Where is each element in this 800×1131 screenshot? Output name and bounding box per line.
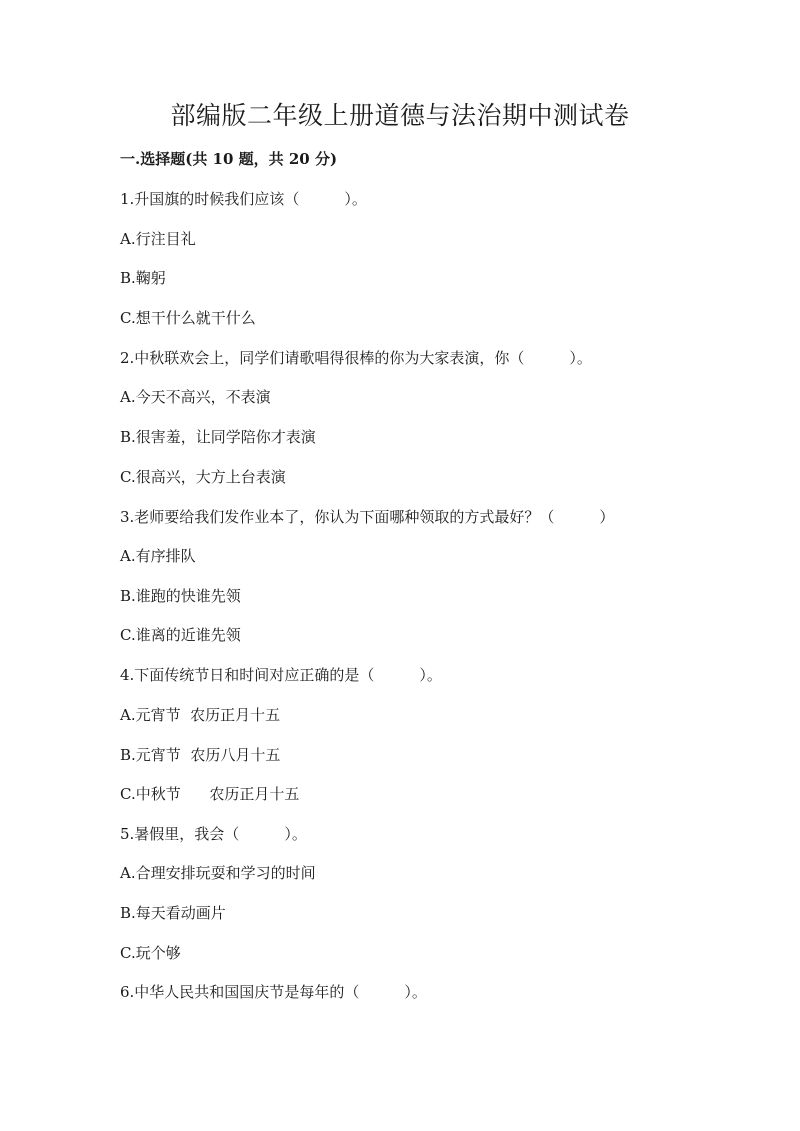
question-4-option-b: B.元宵节 农历八月十五 bbox=[120, 746, 281, 764]
question-6-stem: 6.中华人民共和国国庆节是每年的（ ）。 bbox=[120, 983, 427, 1001]
question-2-option-a: A.今天不高兴，不表演 bbox=[120, 388, 271, 406]
question-2-stem: 2.中秋联欢会上，同学们请歌唱得很棒的你为大家表演，你（ ）。 bbox=[120, 349, 592, 367]
question-5-option-a: A.合理安排玩耍和学习的时间 bbox=[120, 864, 316, 882]
question-1-option-b: B.鞠躬 bbox=[120, 269, 166, 287]
question-4-option-a: A.元宵节 农历正月十五 bbox=[120, 706, 281, 724]
question-3-option-b: B.谁跑的快谁先领 bbox=[120, 587, 241, 605]
question-5-stem: 5.暑假里，我会（ ）。 bbox=[120, 825, 307, 843]
question-3-option-a: A.有序排队 bbox=[120, 547, 196, 565]
question-3-stem: 3.老师要给我们发作业本了，你认为下面哪种领取的方式最好？（ ） bbox=[120, 508, 615, 526]
page-title: 部编版二年级上册道德与法治期中测试卷 bbox=[170, 101, 630, 130]
question-2-option-b: B.很害羞，让同学陪你才表演 bbox=[120, 428, 316, 446]
question-4-option-c: C.中秋节 农历正月十五 bbox=[120, 785, 300, 803]
question-1-option-c: C.想干什么就干什么 bbox=[120, 309, 256, 327]
question-4-stem: 4.下面传统节日和时间对应正确的是（ ）。 bbox=[120, 666, 442, 684]
question-5-option-b: B.每天看动画片 bbox=[120, 904, 226, 922]
question-1-option-a: A.行注目礼 bbox=[120, 230, 196, 248]
question-2-option-c: C.很高兴，大方上台表演 bbox=[120, 468, 286, 486]
question-5-option-c: C.玩个够 bbox=[120, 944, 181, 962]
question-1-stem: 1.升国旗的时候我们应该（ ）。 bbox=[120, 190, 367, 208]
section-heading: 一.选择题(共 10 题，共 20 分) bbox=[120, 150, 338, 168]
question-3-option-c: C.谁离的近谁先领 bbox=[120, 626, 241, 644]
